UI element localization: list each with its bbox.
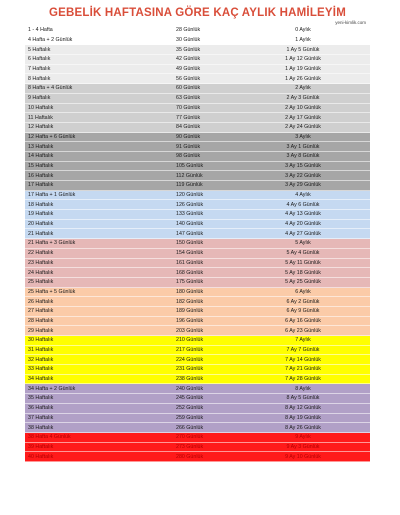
days-cell: 175 Günlük bbox=[176, 279, 204, 286]
months-cell: 7 Ay 7 Günlük bbox=[286, 347, 320, 354]
table-row bbox=[25, 355, 370, 365]
table-row bbox=[25, 45, 370, 55]
week-cell: 22 Haftalık bbox=[28, 250, 54, 257]
months-cell: 5 Aylık bbox=[295, 240, 311, 247]
table-row bbox=[25, 259, 370, 269]
page-title: GEBELİK HAFTASINA GÖRE KAÇ AYLIK HAMİLEYİM bbox=[49, 7, 346, 19]
table-row bbox=[25, 84, 370, 94]
table-row bbox=[25, 326, 370, 336]
table-row bbox=[25, 278, 370, 288]
week-cell: 34 Haftalık bbox=[28, 376, 54, 383]
week-cell: 25 Haftalık bbox=[28, 279, 54, 286]
week-cell: 28 Haftalık bbox=[28, 317, 54, 324]
week-cell: 27 Haftalık bbox=[28, 308, 54, 315]
months-cell: 8 Ay 19 Günlük bbox=[285, 414, 321, 421]
week-cell: 40 Haftalık bbox=[28, 453, 54, 460]
months-cell: 2 Ay 3 Günlük bbox=[286, 95, 320, 102]
days-cell: 119 Günlük bbox=[176, 182, 203, 189]
week-cell: 21 Hafta + 3 Günlük bbox=[28, 240, 76, 247]
table-row bbox=[25, 317, 370, 327]
months-cell: 3 Ay 1 Günlük bbox=[286, 143, 320, 150]
week-cell: 18 Haftalık bbox=[28, 201, 54, 208]
table-row bbox=[25, 307, 370, 317]
months-cell: 7 Ay 14 Günlük bbox=[285, 356, 321, 363]
months-cell: 5 Ay 18 Günlük bbox=[285, 269, 321, 276]
table-row bbox=[25, 375, 370, 385]
days-cell: 270 Günlük bbox=[176, 434, 204, 441]
table-row bbox=[25, 36, 370, 46]
days-cell: 168 Günlük bbox=[176, 269, 204, 276]
week-cell: 26 Haftalık bbox=[28, 298, 54, 305]
table-row bbox=[25, 384, 370, 394]
months-cell: 6 Aylık bbox=[295, 288, 311, 295]
week-cell: 36 Haftalık bbox=[28, 405, 54, 412]
days-cell: 49 Günlük bbox=[176, 66, 201, 73]
months-cell: 8 Ay 26 Günlük bbox=[285, 424, 321, 431]
table-row bbox=[25, 181, 370, 191]
months-cell: 9 Ay 3 Günlük bbox=[286, 443, 320, 450]
table-row bbox=[25, 162, 370, 172]
table-row bbox=[25, 268, 370, 278]
week-cell: 35 Haftalık bbox=[28, 395, 54, 402]
table-row bbox=[25, 220, 370, 230]
days-cell: 70 Günlük bbox=[176, 104, 201, 111]
week-cell: 1 - 4 Hafta bbox=[28, 27, 53, 34]
days-cell: 196 Günlük bbox=[176, 317, 204, 324]
week-cell: 30 Haftalık bbox=[28, 337, 54, 344]
week-cell: 17 Haftalık bbox=[28, 182, 54, 189]
days-cell: 56 Günlük bbox=[176, 75, 201, 82]
table-row bbox=[25, 152, 370, 162]
months-cell: 4 Ay 13 Günlük bbox=[285, 211, 321, 218]
days-cell: 98 Günlük bbox=[176, 153, 201, 160]
months-cell: 2 Aylık bbox=[295, 85, 311, 92]
week-cell: 23 Haftalık bbox=[28, 259, 54, 266]
week-cell: 8 Hafta + 4 Günlük bbox=[28, 85, 73, 92]
week-cell: 8 Haftalık bbox=[28, 75, 51, 82]
week-cell: 32 Haftalık bbox=[28, 356, 54, 363]
week-cell: 34 Hafta + 2 Günlük bbox=[28, 385, 76, 392]
months-cell: 6 Ay 16 Günlük bbox=[285, 317, 321, 324]
week-cell: 29 Haftalık bbox=[28, 327, 54, 334]
pregnancy-week-table bbox=[25, 26, 370, 462]
week-cell: 9 Haftalık bbox=[28, 95, 51, 102]
days-cell: 150 Günlük bbox=[176, 240, 204, 247]
table-row bbox=[25, 365, 370, 375]
months-cell: 2 Ay 24 Günlük bbox=[285, 124, 321, 131]
days-cell: 105 Günlük bbox=[176, 162, 204, 169]
table-row bbox=[25, 171, 370, 181]
week-cell: 6 Haftalık bbox=[28, 56, 51, 63]
days-cell: 252 Günlük bbox=[176, 405, 204, 412]
days-cell: 77 Günlük bbox=[176, 114, 201, 121]
week-cell: 21 Haftalık bbox=[28, 230, 54, 237]
table-row bbox=[25, 191, 370, 201]
months-cell: 3 Aylık bbox=[295, 133, 311, 140]
week-cell: 37 Haftalık bbox=[28, 414, 54, 421]
week-cell: 15 Haftalık bbox=[28, 162, 54, 169]
table-row bbox=[25, 74, 370, 84]
week-cell: 5 Haftalık bbox=[28, 46, 51, 53]
table-row bbox=[25, 239, 370, 249]
table-row bbox=[25, 443, 370, 453]
days-cell: 189 Günlük bbox=[176, 308, 204, 315]
days-cell: 112 Günlük bbox=[176, 172, 203, 179]
days-cell: 28 Günlük bbox=[176, 27, 201, 34]
week-cell: 4 Hafta + 2 Günlük bbox=[28, 37, 73, 44]
week-cell: 17 Hafta + 1 Günlük bbox=[28, 192, 76, 199]
week-cell: 12 Haftalık bbox=[28, 124, 54, 131]
days-cell: 240 Günlük bbox=[176, 385, 204, 392]
months-cell: 3 Ay 15 Günlük bbox=[285, 162, 321, 169]
months-cell: 7 Aylık bbox=[295, 337, 311, 344]
days-cell: 280 Günlük bbox=[176, 453, 204, 460]
months-cell: 5 Ay 4 Günlük bbox=[286, 250, 320, 257]
table-row bbox=[25, 394, 370, 404]
table-row bbox=[25, 288, 370, 298]
week-cell: 39 Haftalık bbox=[28, 443, 54, 450]
months-cell: 0 Aylık bbox=[295, 27, 311, 34]
days-cell: 30 Günlük bbox=[176, 37, 201, 44]
months-cell: 2 Ay 17 Günlük bbox=[285, 114, 321, 121]
table-row bbox=[25, 249, 370, 259]
days-cell: 91 Günlük bbox=[176, 143, 201, 150]
week-cell: 33 Haftalık bbox=[28, 366, 54, 373]
week-cell: 38 Hafta 4 Günlük bbox=[28, 434, 71, 441]
days-cell: 238 Günlük bbox=[176, 376, 204, 383]
table-row bbox=[25, 210, 370, 220]
table-row bbox=[25, 94, 370, 104]
week-cell: 20 Haftalık bbox=[28, 221, 54, 228]
months-cell: 1 Ay 26 Günlük bbox=[285, 75, 321, 82]
months-cell: 4 Aylık bbox=[295, 192, 311, 199]
months-cell: 3 Ay 8 Günlük bbox=[286, 153, 320, 160]
table-row bbox=[25, 133, 370, 143]
months-cell: 1 Ay 12 Günlük bbox=[285, 56, 321, 63]
table-row bbox=[25, 404, 370, 414]
months-cell: 7 Ay 28 Günlük bbox=[285, 376, 321, 383]
months-cell: 6 Ay 9 Günlük bbox=[286, 308, 320, 315]
table-row bbox=[25, 200, 370, 210]
days-cell: 84 Günlük bbox=[176, 124, 201, 131]
table-row bbox=[25, 414, 370, 424]
site-watermark: yeni-kimlik.com bbox=[335, 20, 366, 25]
table-row bbox=[25, 123, 370, 133]
days-cell: 154 Günlük bbox=[176, 250, 204, 257]
days-cell: 210 Günlük bbox=[176, 337, 204, 344]
table-row bbox=[25, 433, 370, 443]
months-cell: 6 Ay 23 Günlük bbox=[285, 327, 321, 334]
table-row bbox=[25, 142, 370, 152]
months-cell: 8 Aylık bbox=[295, 385, 311, 392]
days-cell: 133 Günlük bbox=[176, 211, 204, 218]
days-cell: 266 Günlük bbox=[176, 424, 204, 431]
week-cell: 16 Haftalık bbox=[28, 172, 54, 179]
table-row bbox=[25, 452, 370, 462]
table-row bbox=[25, 423, 370, 433]
pregnancy-table-sheet bbox=[25, 6, 370, 510]
months-cell: 5 Ay 25 Günlük bbox=[285, 279, 321, 286]
week-cell: 31 Haftalık bbox=[28, 347, 54, 354]
days-cell: 217 Günlük bbox=[176, 347, 204, 354]
days-cell: 120 Günlük bbox=[176, 192, 204, 199]
table-row bbox=[25, 104, 370, 114]
table-row bbox=[25, 297, 370, 307]
days-cell: 42 Günlük bbox=[176, 56, 201, 63]
months-cell: 3 Ay 29 Günlük bbox=[285, 182, 321, 189]
months-cell: 9 Aylık bbox=[295, 434, 311, 441]
week-cell: 24 Haftalık bbox=[28, 269, 54, 276]
months-cell: 8 Ay 12 Günlük bbox=[285, 405, 321, 412]
months-cell: 3 Ay 22 Günlük bbox=[285, 172, 321, 179]
week-cell: 25 Hafta + 5 Günlük bbox=[28, 288, 76, 295]
months-cell: 1 Aylık bbox=[295, 37, 311, 44]
days-cell: 245 Günlük bbox=[176, 395, 204, 402]
week-cell: 38 Haftalık bbox=[28, 424, 54, 431]
months-cell: 7 Ay 21 Günlük bbox=[285, 366, 321, 373]
days-cell: 126 Günlük bbox=[176, 201, 204, 208]
months-cell: 9 Ay 10 Günlük bbox=[285, 453, 321, 460]
months-cell: 4 Ay 27 Günlük bbox=[285, 230, 321, 237]
days-cell: 35 Günlük bbox=[176, 46, 201, 53]
table-row bbox=[25, 113, 370, 123]
days-cell: 140 Günlük bbox=[176, 221, 204, 228]
table-row bbox=[25, 55, 370, 65]
months-cell: 1 Ay 5 Günlük bbox=[286, 46, 320, 53]
days-cell: 90 Günlük bbox=[176, 133, 201, 140]
days-cell: 60 Günlük bbox=[176, 85, 201, 92]
week-cell: 10 Haftalık bbox=[28, 104, 54, 111]
days-cell: 161 Günlük bbox=[176, 259, 204, 266]
week-cell: 7 Haftalık bbox=[28, 66, 51, 73]
days-cell: 273 Günlük bbox=[176, 443, 204, 450]
months-cell: 6 Ay 2 Günlük bbox=[286, 298, 320, 305]
months-cell: 1 Ay 19 Günlük bbox=[285, 66, 321, 73]
months-cell: 5 Ay 11 Günlük bbox=[285, 259, 321, 266]
table-row bbox=[25, 336, 370, 346]
days-cell: 231 Günlük bbox=[176, 366, 204, 373]
week-cell: 14 Haftalık bbox=[28, 153, 54, 160]
week-cell: 19 Haftalık bbox=[28, 211, 54, 218]
days-cell: 224 Günlük bbox=[176, 356, 204, 363]
week-cell: 13 Haftalık bbox=[28, 143, 54, 150]
months-cell: 2 Ay 10 Günlük bbox=[285, 104, 321, 111]
days-cell: 259 Günlük bbox=[176, 414, 204, 421]
months-cell: 8 Ay 5 Günlük bbox=[286, 395, 320, 402]
days-cell: 147 Günlük bbox=[176, 230, 204, 237]
table-row bbox=[25, 229, 370, 239]
days-cell: 203 Günlük bbox=[176, 327, 204, 334]
week-cell: 12 Hafta + 6 Günlük bbox=[28, 133, 76, 140]
week-cell: 11 Haftalık bbox=[28, 114, 53, 121]
table-row bbox=[25, 65, 370, 75]
months-cell: 4 Ay 6 Günlük bbox=[286, 201, 320, 208]
table-row bbox=[25, 26, 370, 36]
months-cell: 4 Ay 20 Günlük bbox=[285, 221, 321, 228]
table-row bbox=[25, 346, 370, 356]
days-cell: 182 Günlük bbox=[176, 298, 204, 305]
days-cell: 180 Günlük bbox=[176, 288, 204, 295]
days-cell: 63 Günlük bbox=[176, 95, 201, 102]
